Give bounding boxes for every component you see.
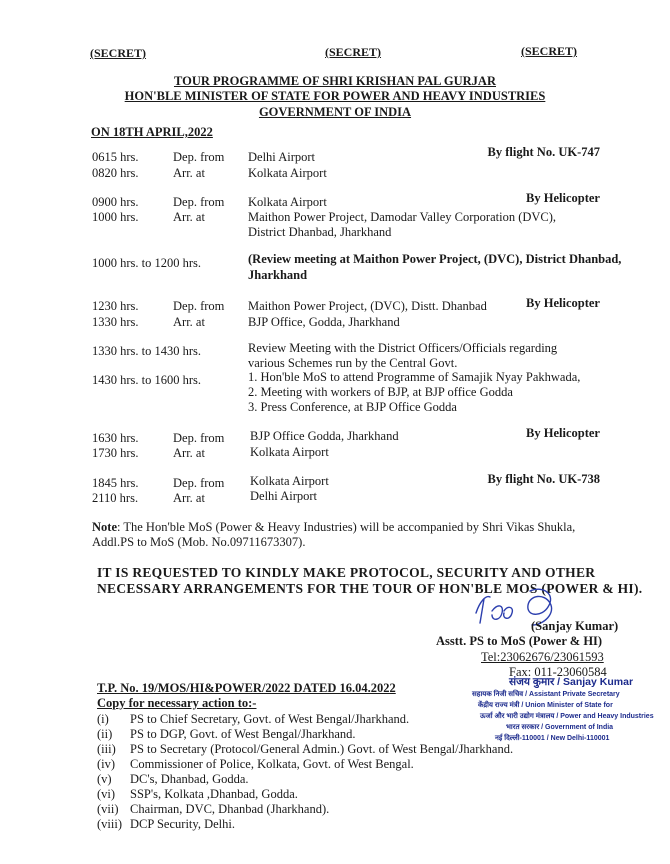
signatory-name: (Sanjay Kumar)	[531, 619, 619, 633]
place: Delhi Airport	[250, 489, 318, 503]
note-line-2: Addl.PS to MoS (Mob. No.09711673307).	[92, 535, 306, 549]
stamp-name: संजय कुमार / Sanjay Kumar	[509, 676, 634, 688]
place: Kolkata Airport	[250, 474, 329, 488]
time: 2110 hrs.	[92, 491, 139, 505]
list-number: (v)	[97, 772, 112, 786]
activity: Dep. from	[173, 150, 225, 164]
programme-item: 1. Hon'ble MoS to attend Programme of Samajik Nyay Pakhwada,	[248, 370, 581, 384]
activity: Dep. from	[173, 476, 225, 490]
programme-item: 2. Meeting with workers of BJP, at BJP office Godda	[248, 385, 513, 399]
activity: Arr. at	[173, 315, 205, 329]
heading-line-2: HON'BLE MINISTER OF STATE FOR POWER AND HEAVY INDUSTRIES	[124, 89, 546, 103]
place: Maithon Power Project, Damodar Valley Corporation (DVC),	[248, 210, 557, 224]
stamp-line: भारत सरकार / Government of India	[506, 724, 614, 731]
place: Delhi Airport	[248, 150, 316, 164]
activity: Dep. from	[173, 299, 225, 313]
note-line-1	[92, 520, 575, 535]
event-description: (Review meeting at Maithon Power Project, (DVC), District Dhanbad,	[248, 252, 622, 266]
list-text: DCP Security, Delhi.	[130, 817, 235, 831]
time-range: 1330 hrs. to 1430 hrs.	[92, 344, 202, 358]
place: BJP Office Godda, Jharkhand	[250, 429, 399, 443]
time: 1630 hrs.	[92, 431, 139, 445]
travel-mode: By flight No. UK-747	[487, 145, 600, 159]
time: 0615 hrs.	[92, 150, 139, 164]
note-label: Note	[92, 520, 117, 534]
place: Kolkata Airport	[248, 166, 327, 180]
list-text: PS to DGP, Govt. of West Bengal/Jharkhand.	[130, 727, 356, 741]
list-number: (ii)	[97, 727, 113, 741]
heading-line-1: TOUR PROGRAMME OF SHRI KRISHAN PAL GURJAR	[173, 74, 496, 88]
place: Maithon Power Project, (DVC), Distt. Dhanbad	[248, 299, 487, 313]
list-text: DC's, Dhanbad, Godda.	[130, 772, 249, 786]
list-number: (viii)	[97, 817, 122, 831]
list-number: (iv)	[97, 757, 116, 771]
time: 1230 hrs.	[92, 299, 139, 313]
list-text: PS to Secretary (Protocol/General Admin.) Govt. of West Bengal/Jharkhand.	[130, 742, 514, 756]
heading-line-3: GOVERNMENT OF INDIA	[258, 105, 412, 119]
travel-mode: By Helicopter	[526, 426, 600, 440]
time: 0820 hrs.	[92, 166, 139, 180]
date-heading: ON 18TH APRIL,2022	[91, 125, 213, 139]
event-description: Jharkhand	[248, 268, 308, 282]
signatory-designation: Asstt. PS to MoS (Power & HI)	[436, 634, 603, 648]
activity: Dep. from	[173, 195, 225, 209]
travel-mode: By Helicopter	[526, 296, 600, 310]
activity: Dep. from	[173, 431, 225, 445]
place: District Dhanbad, Jharkhand	[248, 225, 392, 239]
classification-center: (SECRET)	[325, 45, 382, 59]
stamp-line: ऊर्जा और भारी उद्योग मंत्रालय / Power and Heavy Industries	[480, 713, 654, 720]
activity: Arr. at	[173, 446, 205, 460]
event-description: Review Meeting with the District Officers/Officials regarding	[248, 341, 558, 355]
copy-heading: Copy for necessary action to:-	[97, 696, 257, 710]
list-text: SSP's, Kolkata ,Dhanbad, Godda.	[130, 787, 298, 801]
time: 1000 hrs.	[92, 210, 139, 224]
stamp-line: सहायक निजी सचिव / Assistant Private Secretary	[472, 691, 620, 698]
tp-number: T.P. No. 19/MOS/HI&POWER/2022 DATED 16.04.2022	[97, 681, 396, 695]
place: BJP Office, Godda, Jharkhand	[248, 315, 400, 329]
activity: Arr. at	[173, 491, 205, 505]
time: 1330 hrs.	[92, 315, 139, 329]
time: 1845 hrs.	[92, 476, 139, 490]
stamp-line: नई दिल्ली-110001 / New Delhi-110001	[495, 735, 610, 742]
signatory-tel: Tel:23062676/23061593	[481, 650, 604, 664]
place: Kolkata Airport	[248, 195, 327, 209]
request-line-2: NECESSARY ARRANGEMENTS FOR THE TOUR OF HON'BLE MOS (POWER & HI).	[97, 581, 643, 596]
classification-left: (SECRET)	[90, 46, 147, 60]
time: 1730 hrs.	[92, 446, 139, 460]
programme-item: 3. Press Conference, at BJP Office Godda	[248, 400, 457, 414]
time-range: 1000 hrs. to 1200 hrs.	[92, 256, 202, 270]
classification-right: (SECRET)	[521, 44, 578, 58]
time: 0900 hrs.	[92, 195, 139, 209]
travel-mode: By flight No. UK-738	[487, 472, 600, 486]
time-range: 1430 hrs. to 1600 hrs.	[92, 373, 202, 387]
activity: Arr. at	[173, 166, 205, 180]
request-line-1: IT IS REQUESTED TO KINDLY MAKE PROTOCOL, SECURITY AND OTHER	[97, 565, 596, 580]
note-text: : The Hon'ble MoS (Power & Heavy Industries) will be accompanied by Shri Vikas Shukla,	[117, 520, 576, 534]
stamp-line: केंद्रीय राज्य मंत्री / Union Minister of State for	[478, 702, 613, 709]
list-number: (vi)	[97, 787, 116, 801]
list-number: (iii)	[97, 742, 116, 756]
signatory-fax: Fax: 011-23060584	[509, 665, 607, 679]
event-description: various Schemes run by the Central Govt.	[248, 356, 458, 370]
travel-mode: By Helicopter	[526, 191, 600, 205]
list-number: (i)	[97, 712, 109, 726]
list-number: (vii)	[97, 802, 119, 816]
list-text: PS to Chief Secretary, Govt. of West Bengal/Jharkhand.	[130, 712, 410, 726]
list-text: Chairman, DVC, Dhanbad (Jharkhand).	[130, 802, 330, 816]
list-text: Commissioner of Police, Kolkata, Govt. of West Bengal.	[130, 757, 414, 771]
activity: Arr. at	[173, 210, 205, 224]
place: Kolkata Airport	[250, 445, 329, 459]
